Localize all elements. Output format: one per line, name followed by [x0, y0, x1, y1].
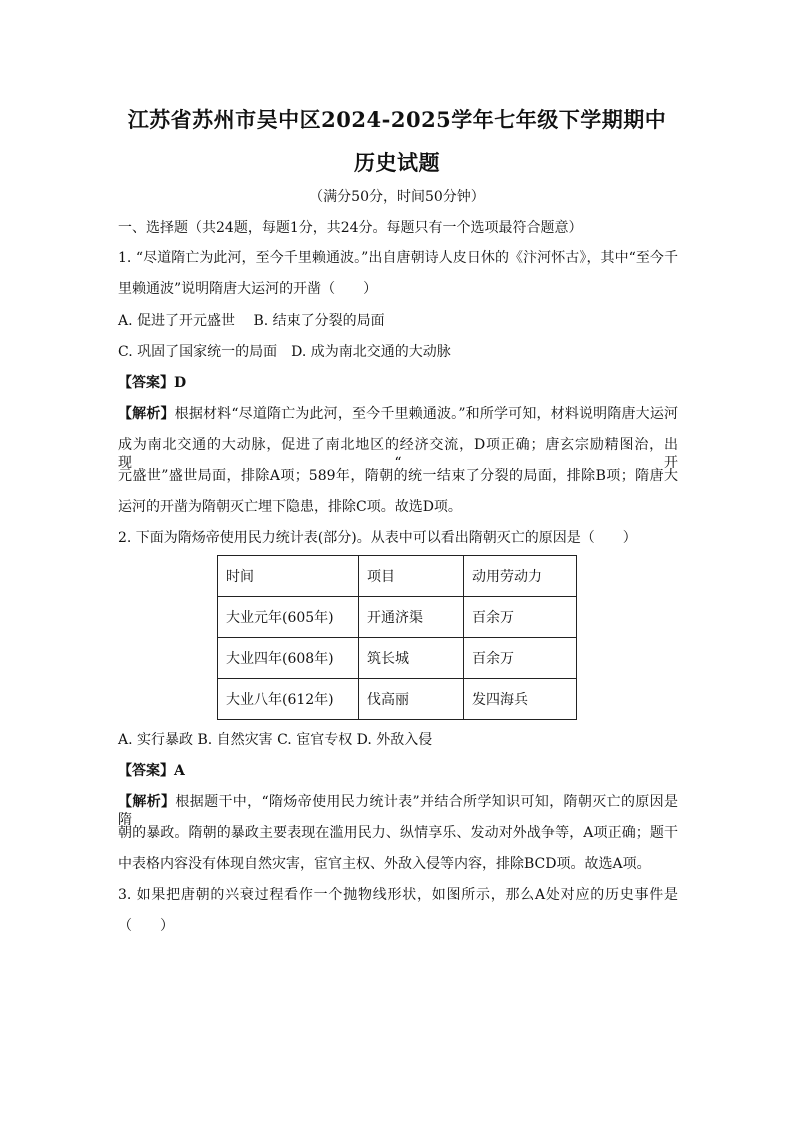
q2-stem: 2. 下面为隋炀帝使用民力统计表(部分)。从表中可以看出隋朝灭亡的原因是（ ）: [118, 530, 637, 546]
q2-analysis-line3: 中表格内容没有体现自然灾害，宦官主权、外敌入侵等内容，排除BCD项。故选A项。: [118, 856, 651, 872]
q1-stem-line1: 1. “尽道隋亡为此河，至今千里赖通波。”出自唐朝诗人皮日休的《汴河怀古》，其中“至今千: [118, 250, 678, 266]
table-cell: 百余万: [464, 638, 577, 679]
table-header-cell: 动用劳动力: [464, 556, 577, 597]
q3-stem-line1: 3. 如果把唐朝的兴衰过程看作一个抛物线形状，如图所示，那么A处对应的历史事件是: [118, 887, 678, 903]
q1-analysis-line3: 元盛世”盛世局面，排除A项；589年，隋朝的统一结束了分裂的局面，排除B项；隋唐大: [118, 468, 678, 484]
table-cell: 大业四年(608年): [218, 638, 359, 679]
q2-answer: 【答案】A: [118, 763, 185, 779]
q1-answer: 【答案】D: [118, 375, 187, 391]
q2-analysis-label: 【解析】: [118, 794, 176, 810]
q2-analysis-line2: 朝的暴政。隋朝的暴政主要表现在滥用民力、纵情享乐、发动对外战争等，A项正确；题干: [118, 825, 678, 841]
table-header-cell: 项目: [359, 556, 464, 597]
table-cell: 伐高丽: [359, 679, 464, 720]
exam-subtitle: （满分50分，时间50分钟）: [309, 189, 485, 205]
q2-analysis-text1: 根据题干中，“隋炀帝使用民力统计表”并结合所学知识可知，隋朝灭亡的原因是隋: [118, 794, 679, 828]
q1-options-line2: C. 巩固了国家统一的局面 D. 成为南北交通的大动脉: [118, 344, 451, 360]
table-row: [218, 638, 577, 679]
table-header-cell: 时间: [218, 556, 359, 597]
labor-statistics-table: [217, 555, 577, 720]
table-cell: 筑长城: [359, 638, 464, 679]
q3-stem-line2: （ ）: [118, 918, 174, 934]
q1-options-line1: A. 促进了开元盛世 B. 结束了分裂的局面: [118, 313, 385, 329]
table-cell: 大业元年(605年): [218, 597, 359, 638]
q1-analysis-label: 【解析】: [118, 406, 175, 422]
table-cell: 开通济渠: [359, 597, 464, 638]
q1-analysis-line2: 成为南北交通的大动脉，促进了南北地区的经济交流，D项正确；唐玄宗励精图治，出现“开: [118, 437, 678, 471]
exam-title-line1: 江苏省苏州市吴中区2024-2025学年七年级下学期期中: [127, 107, 667, 132]
section-heading: 一、选择题（共24题，每题1分，共24分。每题只有一个选项最符合题意）: [118, 220, 583, 236]
exam-title-line2: 历史试题: [354, 150, 440, 175]
q2-options: A. 实行暴政 B. 自然灾害 C. 宦官专权 D. 外敌入侵: [118, 732, 433, 748]
table-cell: 百余万: [464, 597, 577, 638]
table-row: [218, 597, 577, 638]
q1-analysis-text1: 根据材料“尽道隋亡为此河，至今千里赖通波。”和所学可知，材料说明隋唐大运河: [174, 406, 679, 422]
table-cell: 大业八年(612年): [218, 679, 359, 720]
table-cell: 发四海兵: [464, 679, 577, 720]
q1-analysis-line4: 运河的开凿为隋朝灭亡埋下隐患，排除C项。故选D项。: [118, 499, 462, 515]
q1-analysis-line1: [118, 405, 678, 423]
table-row: [218, 679, 577, 720]
table-header-row: [218, 556, 577, 597]
q1-stem-line2: 里赖通波”说明隋唐大运河的开凿（ ）: [118, 281, 378, 297]
